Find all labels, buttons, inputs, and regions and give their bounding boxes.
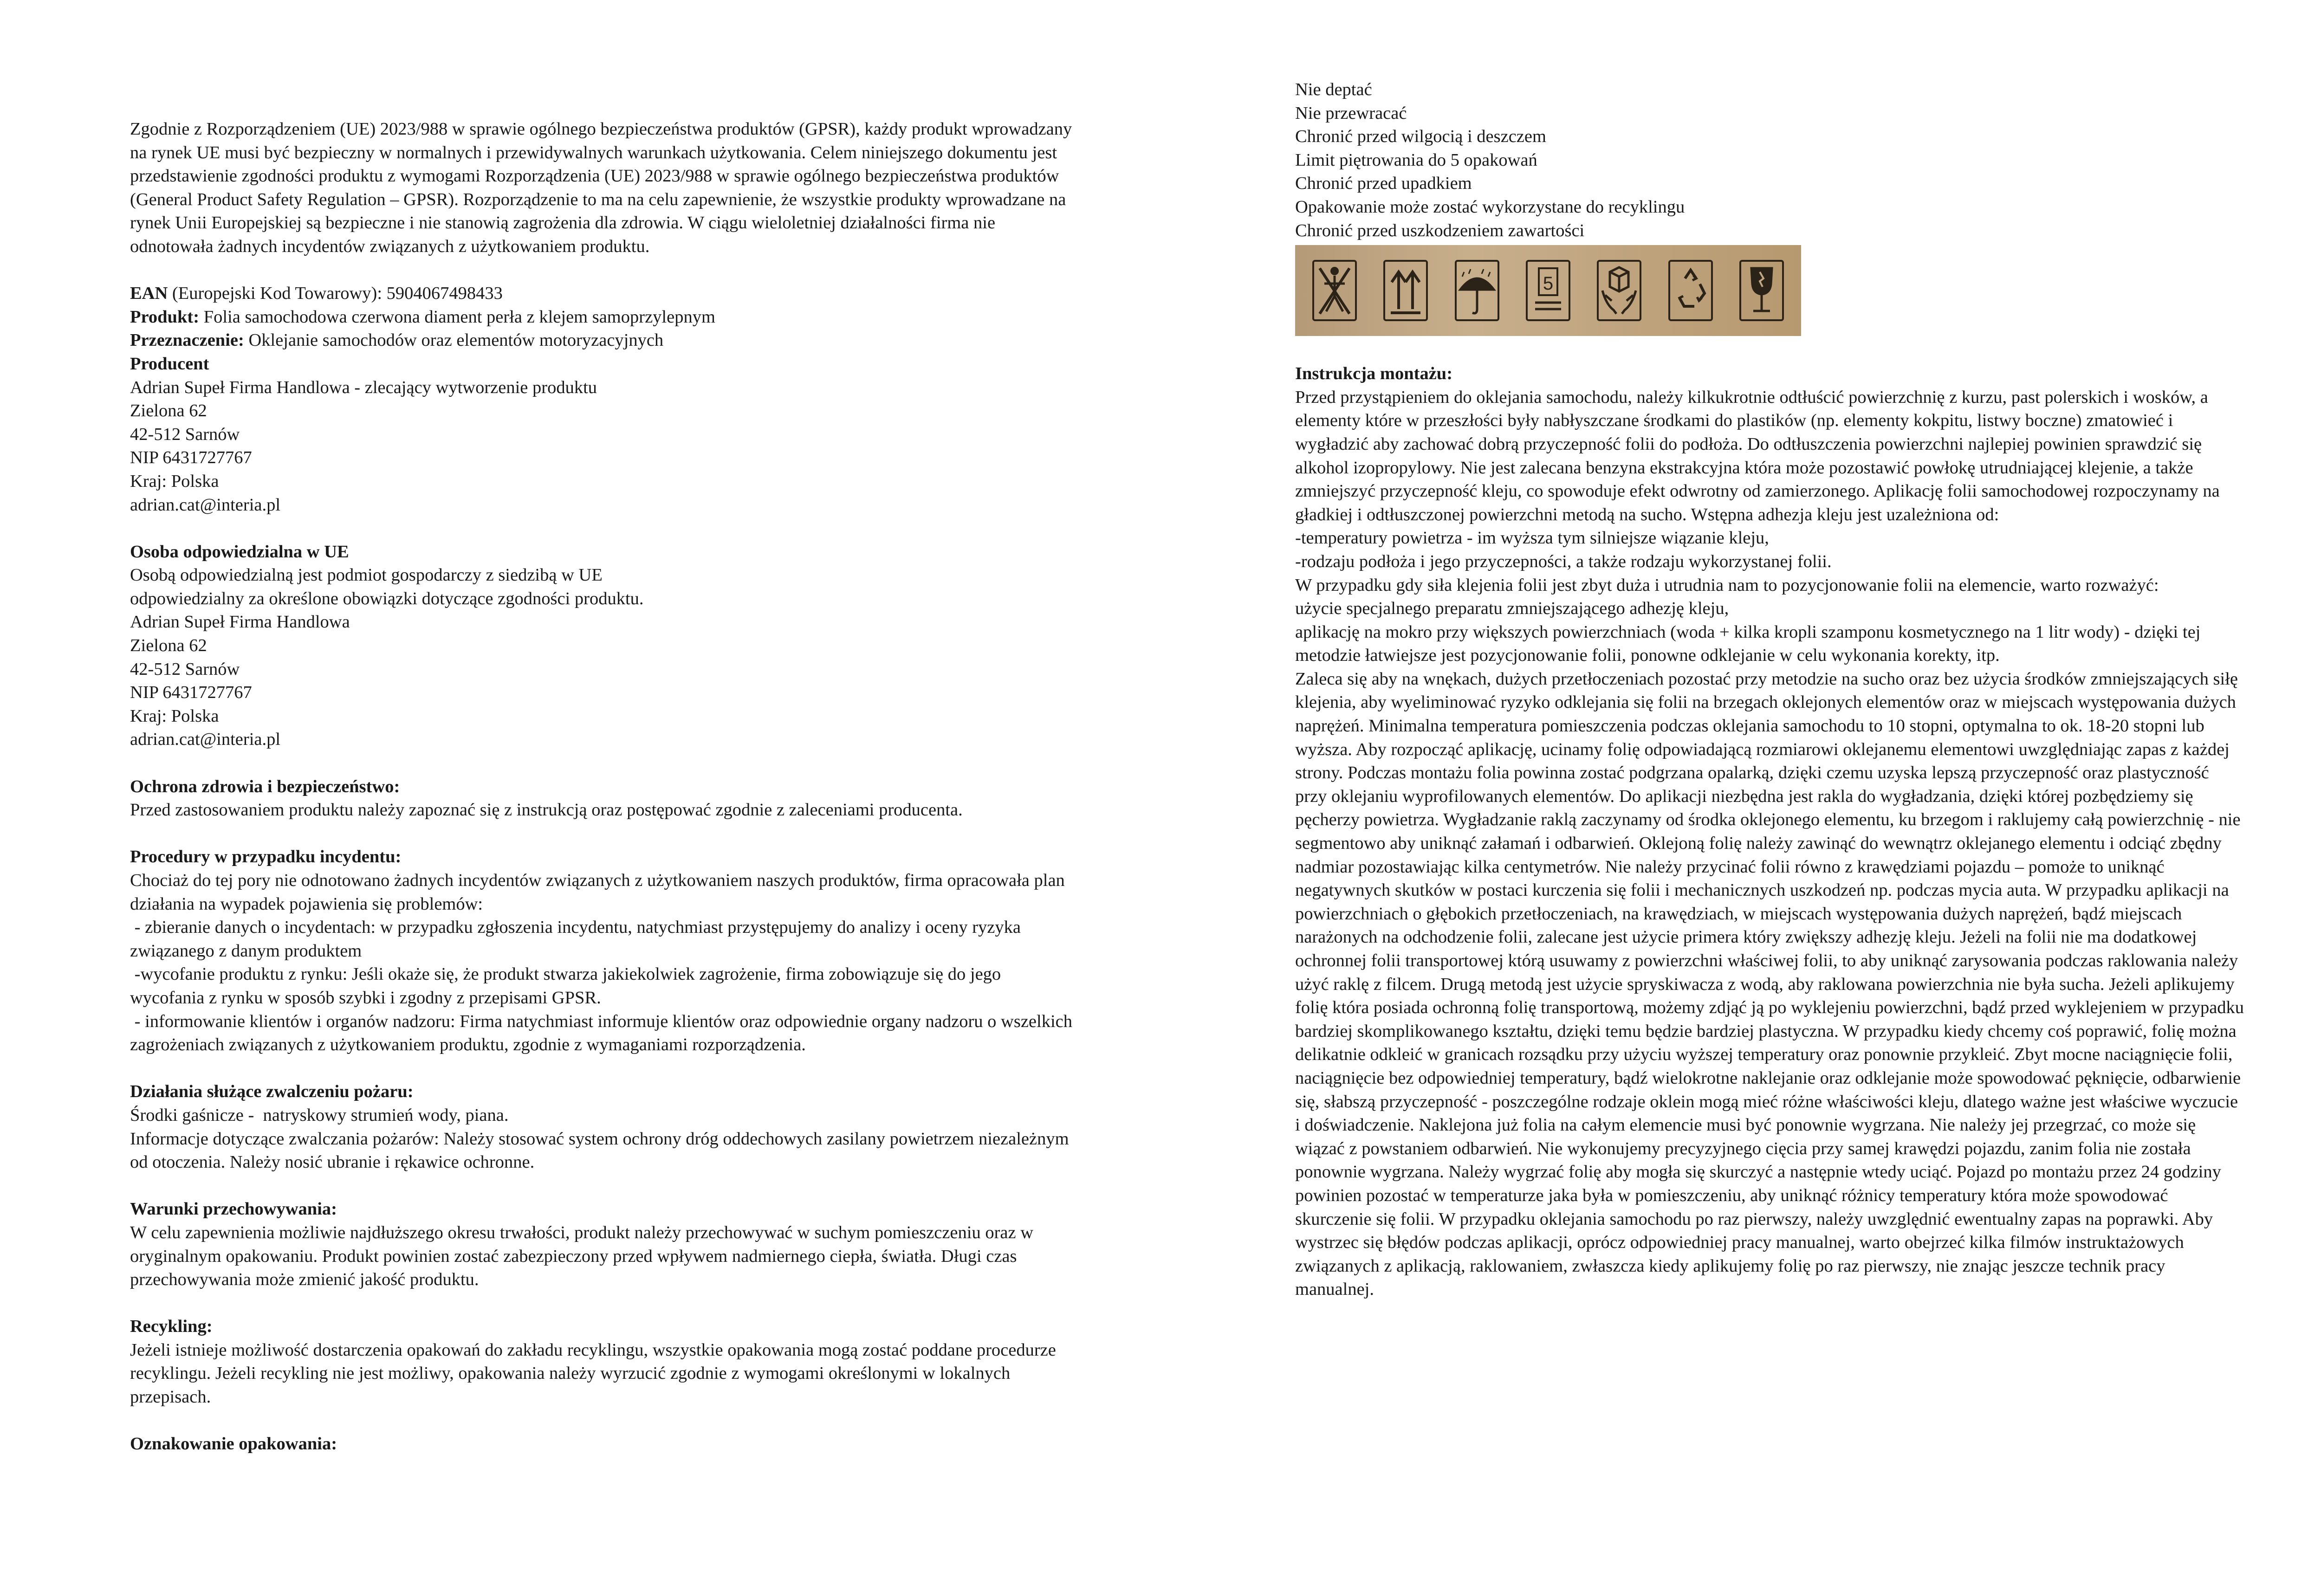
marking-line: Opakowanie może zostać wykorzystane do recyklingu	[1295, 197, 1685, 217]
stack-limit-number: 5	[1543, 273, 1554, 294]
handle-with-care-icon	[1596, 258, 1642, 323]
responsible-heading: Osoba odpowiedzialna w UE	[130, 542, 349, 562]
fire-line: Środki gaśnicze - natryskowy strumień wody, piana.	[130, 1105, 509, 1125]
assembly-heading: Instrukcja montażu:	[1295, 364, 1453, 384]
product-line	[130, 305, 1077, 329]
stack-limit-icon	[1525, 258, 1571, 323]
producer-line: NIP 6431727767	[130, 448, 252, 468]
right-column	[1295, 78, 2244, 1301]
marking-line: Limit piętrowania do 5 opakowań	[1295, 150, 1537, 170]
marking-line: Chronić przed upadkiem	[1295, 174, 1472, 194]
producer-heading: Producent	[130, 354, 209, 374]
producer-line: 42-512 Sarnów	[130, 424, 240, 444]
responsible-line: Adrian Supeł Firma Handlowa	[130, 612, 350, 632]
product-value: Folia samochodowa czerwona diament perła z klejem samoprzylepnym	[199, 307, 715, 327]
responsible-line: odpowiedzialny za określone obowiązki dotyczące zgodności produktu.	[130, 588, 644, 608]
purpose-line	[130, 329, 1077, 352]
assembly-paragraph: aplikację na mokro przy większych powierzchniach (woda + kilka kropli szamponu kosmetycznego na 1 litr wody) - dzięki tej metodzie łatwiejsze jest pozycjonowanie folii, ponowne odklejanie w celu wykonania korekty, itp.	[1295, 622, 2201, 666]
incident-item: -wycofanie produktu z rynku: Jeśli okaże się, że produkt stwarza jakiekolwiek zagrożenie, firma zobowiązuje się do jego wycofania z rynku w sposób szybki i zgodny z przepisami GPSR.	[130, 964, 1005, 1008]
assembly-paragraph: Zaleca się aby na wnękach, dużych przetłoczeniach pozostać przy metodzie na sucho oraz bez użycia środków zmniejszających siłę klejenia, aby wyeliminować ryzyko odklejania się folii na brzegach oklejonych elementów oraz w miejscach występowania dużych naprężeń. Minimalna temperatura pomieszczenia podczas oklejania samochodu to 10 stopni, optymalna to ok. 18-20 stopni lub wyższa. Aby rozpocząć aplikację, ucinamy folię odpowiadającą rozmiarowi oklejanemu elementowi uwzględniając zapas z każdej strony. Podczas montażu folia powinna zostać podgrzana opalarką, dzięki czemu uzyska lepszą przyczepność oraz plastyczność przy oklejaniu wyprofilowanych elementów. Do aplikacji niezbędna jest rakla do wygładzania, dzięki której pozbędziemy się pęcherzy powietrza. Wygładzanie raklą zaczynamy od środka oklejonego elementu, ku brzegom i raklujemy całą powierzchnię - nie segmentowo aby uniknąć załamań i odbarwień. Oklejoną folię należy zawinąć do wewnątrz oklejanego elementu i odciąć zbędny nadmiar pozostawiając kilka centymetrów. Nie należy przycinać folii równo z krawędziami pojazdu – pomoże to uniknąć negatywnych skutków w postaci kurczenia się folii i mechanicznych uszkodzeń np. podczas mycia auta. W przypadku aplikacji na powierzchniach o głębokich przetłoczeniach, na krawędziach, w miejscach występowania dużych naprężeń, bądź miejscach narażonych na odchodzenie folii, zalecane jest użycie primera który zwiększy adhezję kleju. Jeżeli na folii nie ma dodatkowej ochronnej folii transportowej którą usuwamy z powierzchni właściwej folii, to aby uniknąć zarysowania podczas raklowania należy użyć raklę z filcem. Drugą metodą jest użycie spryskiwacza z wodą, aby raklowana powierzchnia nie była sucha. Jeżeli aplikujemy folię która posiada ochronną folię transportową, możemy zdjąć ją po wyklejeniu powierzchni, bądź przed wyklejeniem w przypadku bardziej skomplikowanego kształtu, dzięki temu będzie bardziej plastyczna. W przypadku kiedy chcemy coś poprawić, folię można delikatnie odkleić w granicach rozsądku przy użyciu wyższej temperatury oraz ponownie przykleić. Zbyt mocne naciągnięcie folii, naciągnięcie bez odpowiedniej temperatury, bądź wielokrotne naklejanie oraz odklejanie może spowodować pęknięcie, odbarwienie się, słabszą przyczepność - poszczególne rodzaje oklein mogą mieć różne właściwości kleju, dlatego ważne jest właściwe wyczucie i doświadczenie. Naklejona już folia na całym elemencie musi być ponownie wygrzana. Nie należy jej przegrzać, co może się wiązać z powstaniem odbarwień. Nie wykonujemy precyzyjnego cięcia przy samej krawędzi pojazdu, zanim folia nie została ponownie wygrzana. Należy wygrzać folię aby mogła się skurczyć a następnie wtedy uciąć. Pojazd po montażu przez 24 godziny powinien pozostać w temperaturze jaka była w pomieszczeniu, aby uniknąć różnicy temperatury która może spowodować skurczenie się folii. W przypadku oklejania samochodu po raz pierwszy, należy uwzględnić ewentualny zapas na poprawki. Aby wystrzec się błędów podczas aplikacji, oprócz odpowiedniej pracy manualnej, warto obejrzeć kilka filmów instruktażowych związanych z aplikacją, raklowaniem, zwłaszcza kiedy aplikujemy folię po raz pierwszy, nie znając jeszcze technik pracy manualnej.	[1295, 669, 2244, 1299]
responsible-line: 42-512 Sarnów	[130, 659, 240, 679]
recycling-icon	[1667, 258, 1714, 323]
health-text: Przed zastosowaniem produktu należy zapoznać się z instrukcją oraz postępować zgodnie z zaleceniami producenta.	[130, 800, 963, 820]
assembly-paragraph: -rodzaju podłoża i jego przyczepności, a także rodzaju wykorzystanej folii.	[1295, 551, 1832, 571]
incident-intro: Chociaż do tej pory nie odnotowano żadnych incydentów związanych z użytkowaniem naszych produktów, firma opracowała plan działania na wypadek pojawienia się problemów:	[130, 871, 1065, 914]
incident-item: - zbieranie danych o incydentach: w przypadku zgłoszenia incydentu, natychmiast przystępujemy do analizy i oceny ryzyka związanego z danym produktem	[130, 918, 1025, 961]
marking-line: Chronić przed wilgocią i deszczem	[1295, 127, 1546, 147]
responsible-line: NIP 6431727767	[130, 683, 252, 703]
incident-item: - informowanie klientów i organów nadzoru: Firma natychmiast informuje klientów oraz odpowiednie organy nadzoru o wszelkich zagrożeniach związanych z użytkowaniem produktu, zgodnie z wymaganiami rozporządzenia.	[130, 1011, 1077, 1055]
marking-line: Chronić przed uszkodzeniem zawartości	[1295, 220, 1585, 240]
packaging-symbols-strip	[1295, 245, 1801, 336]
no-stepping-icon	[1311, 258, 1358, 323]
assembly-paragraph: W przypadku gdy siła klejenia folii jest zbyt duża i utrudnia nam to pozycjonowanie folii na elemencie, warto rozważyć:	[1295, 575, 2159, 595]
responsible-email: adrian.cat@interia.pl	[130, 730, 281, 750]
responsible-line: Osobą odpowiedzialną jest podmiot gospodarczy z siedzibą w UE	[130, 565, 603, 585]
producer-line: Zielona 62	[130, 401, 207, 421]
health-heading: Ochrona zdrowia i bezpieczeństwo:	[130, 776, 400, 796]
storage-text: W celu zapewnienia możliwie najdłuższego okresu trwałości, produkt należy przechowywać w suchym pomieszczeniu oraz w oryginalnym opakowaniu. Produkt powinien zostać zabezpieczony przed wpływem nadmiernego ciepła, światła. Długi czas przechowywania może zmienić jakość produktu.	[130, 1222, 1034, 1290]
left-column	[130, 117, 1077, 1456]
fire-heading: Działania służące zwalczeniu pożaru:	[130, 1082, 414, 1102]
responsible-line: Zielona 62	[130, 636, 207, 656]
product-label: Produkt:	[130, 307, 200, 327]
producer-line: Kraj: Polska	[130, 471, 219, 491]
assembly-paragraph: -temperatury powietrza - im wyższa tym silniejsze wiązanie kleju,	[1295, 528, 1769, 548]
marking-line: Nie przewracać	[1295, 103, 1407, 123]
storage-heading: Warunki przechowywania:	[130, 1199, 337, 1219]
recycling-heading: Recykling:	[130, 1317, 213, 1337]
responsible-line: Kraj: Polska	[130, 706, 219, 726]
keep-dry-umbrella-icon	[1454, 258, 1500, 323]
marking-line: Nie deptać	[1295, 80, 1372, 99]
purpose-label: Przeznaczenie:	[130, 330, 244, 350]
assembly-paragraph: użycie specjalnego preparatu zmniejszającego adhezję kleju,	[1295, 599, 1729, 619]
ean-label: EAN	[130, 284, 168, 304]
recycling-text: Jeżeli istnieje możliwość dostarczenia opakowań do zakładu recyklingu, wszystkie opakowania mogą zostać poddane procedurze recyklingu. Jeżeli recykling nie jest możliwy, opakowania należy wyrzucić zgodnie z wymogami określonymi w lokalnych przepisach.	[130, 1340, 1056, 1407]
producer-line: Adrian Supeł Firma Handlowa - zlecający wytworzenie produktu	[130, 377, 597, 397]
marking-heading: Oznakowanie opakowania:	[130, 1434, 337, 1454]
assembly-paragraph: Przed przystąpieniem do oklejania samochodu, należy kilkukrotnie odtłuścić powierzchnię z kurzu, past polerskich i wosków, a elementy które w przeszłości były nabłyszczane środkami do plastików (np. elementy kokpitu, listwy boczne) zmatowieć i wygładzić aby zachować dobrą przyczepność folii do podłoża. Do odtłuszczenia powierzchni najlepiej powinien sprawdzić się alkohol izopropylowy. Nie jest zalecana benzyna ekstrakcyjna która może pozostawić powłokę utrudniającej klejenie, a także zmniejszyć przyczepność kleju, co spowoduje efekt odwrotny od zamierzonego. Aplikację folii samochodowej rozpoczynamy na gładkiej i odtłuszczonej powierzchni metodą na sucho. Wstępna adhezja kleju jest uzależniona od:	[1295, 387, 2220, 524]
fire-line: Informacje dotyczące zwalczania pożarów: Należy stosować system ochrony dróg oddechowych zasilany powietrzem niezależnym od otoczenia. Należy nosić ubranie i rękawice ochronne.	[130, 1129, 1069, 1172]
this-way-up-icon	[1382, 258, 1429, 323]
incident-heading: Procedury w przypadku incydentu:	[130, 847, 402, 867]
fragile-glass-icon	[1738, 258, 1785, 323]
ean-line	[130, 282, 1077, 305]
producer-email: adrian.cat@interia.pl	[130, 495, 281, 515]
ean-value: (Europejski Kod Towarowy): 5904067498433	[168, 284, 503, 304]
gpsr-intro: Zgodnie z Rozporządzeniem (UE) 2023/988 w sprawie ogólnego bezpieczeństwa produktów (GPSR), każdy produkt wprowadzany na rynek UE musi być bezpieczny w normalnych i przewidywalnych warunkach użytkowania. Celem niniejszego dokumentu jest przedstawienie zgodności produktu z wymogami Rozporządzenia (UE) 2023/988 w sprawie ogólnego bezpieczeństwa produktów (General Product Safety Regulation – GPSR). Rozporządzenie to ma na celu zapewnienie, że wszystkie produkty wprowadzane na rynek Unii Europejskiej są bezpieczne i nie stanowią zagrożenia dla zdrowia. W ciągu wieloletniej działalności firma nie odnotowała żadnych incydentów związanych z użytkowaniem produktu.	[130, 119, 1072, 256]
purpose-value: Oklejanie samochodów oraz elementów motoryzacyjnych	[244, 330, 664, 350]
